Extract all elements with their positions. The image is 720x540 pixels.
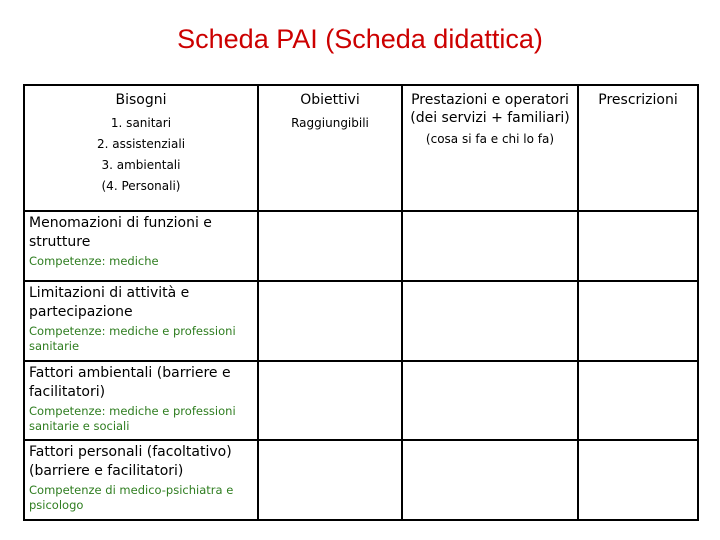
row-label-cell [24, 440, 258, 520]
row-competenze: Competenze di medico-psichiatra e psicologo [29, 483, 234, 512]
bisogni-item-personali: (4. Personali) [101, 179, 181, 193]
bisogni-item-sanitari: 1. sanitari [110, 116, 172, 130]
row-label-cell [24, 281, 258, 361]
table-header-row [24, 85, 698, 211]
prescrizioni-cell[interactable] [578, 361, 698, 440]
row-competenze: Competenze: mediche e professioni sanitarie e sociali [29, 404, 236, 433]
row-title: Fattori ambientali (barriere e facilitatori) [29, 365, 231, 400]
header-bisogni [24, 85, 258, 211]
header-prescrizioni-label: Prescrizioni [598, 92, 678, 108]
prescrizioni-cell[interactable] [578, 440, 698, 520]
table-row [24, 281, 698, 361]
row-label-cell [24, 361, 258, 440]
table-row [24, 211, 698, 281]
table-row [24, 440, 698, 520]
row-label-cell [24, 211, 258, 281]
table-row [24, 361, 698, 440]
prestazioni-cell[interactable] [402, 211, 578, 281]
pai-table [23, 84, 699, 521]
obiettivi-cell[interactable] [258, 281, 402, 361]
header-obiettivi-sub: Raggiungibili [291, 116, 369, 130]
row-title: Menomazioni di funzioni e strutture [29, 215, 212, 250]
bisogni-item-assistenziali: 2. assistenziali [96, 137, 186, 151]
header-prestazioni [402, 85, 578, 211]
obiettivi-cell[interactable] [258, 211, 402, 281]
obiettivi-cell[interactable] [258, 440, 402, 520]
prescrizioni-cell[interactable] [578, 211, 698, 281]
row-competenze: Competenze: mediche [29, 254, 159, 268]
prestazioni-cell[interactable] [402, 281, 578, 361]
header-prestazioni-note: (cosa si fa e chi lo fa) [425, 132, 555, 146]
header-prescrizioni [578, 85, 698, 211]
header-obiettivi-label: Obiettivi [300, 92, 360, 108]
prestazioni-cell[interactable] [402, 361, 578, 440]
header-bisogni-label: Bisogni [115, 92, 167, 108]
row-title: Limitazioni di attività e partecipazione [29, 285, 190, 320]
header-prestazioni-line2: (dei servizi + familiari) [410, 110, 570, 126]
header-obiettivi [258, 85, 402, 211]
page-title: Scheda PAI (Scheda didattica) [177, 24, 543, 54]
header-prestazioni-line1: Prestazioni e operatori [411, 92, 569, 108]
prescrizioni-cell[interactable] [578, 281, 698, 361]
bisogni-item-ambientali: 3. ambientali [101, 158, 181, 172]
prestazioni-cell[interactable] [402, 440, 578, 520]
obiettivi-cell[interactable] [258, 361, 402, 440]
row-competenze: Competenze: mediche e professioni sanitarie [29, 324, 236, 353]
row-title: Fattori personali (facoltativo) (barriere e facilitatori) [29, 444, 232, 479]
